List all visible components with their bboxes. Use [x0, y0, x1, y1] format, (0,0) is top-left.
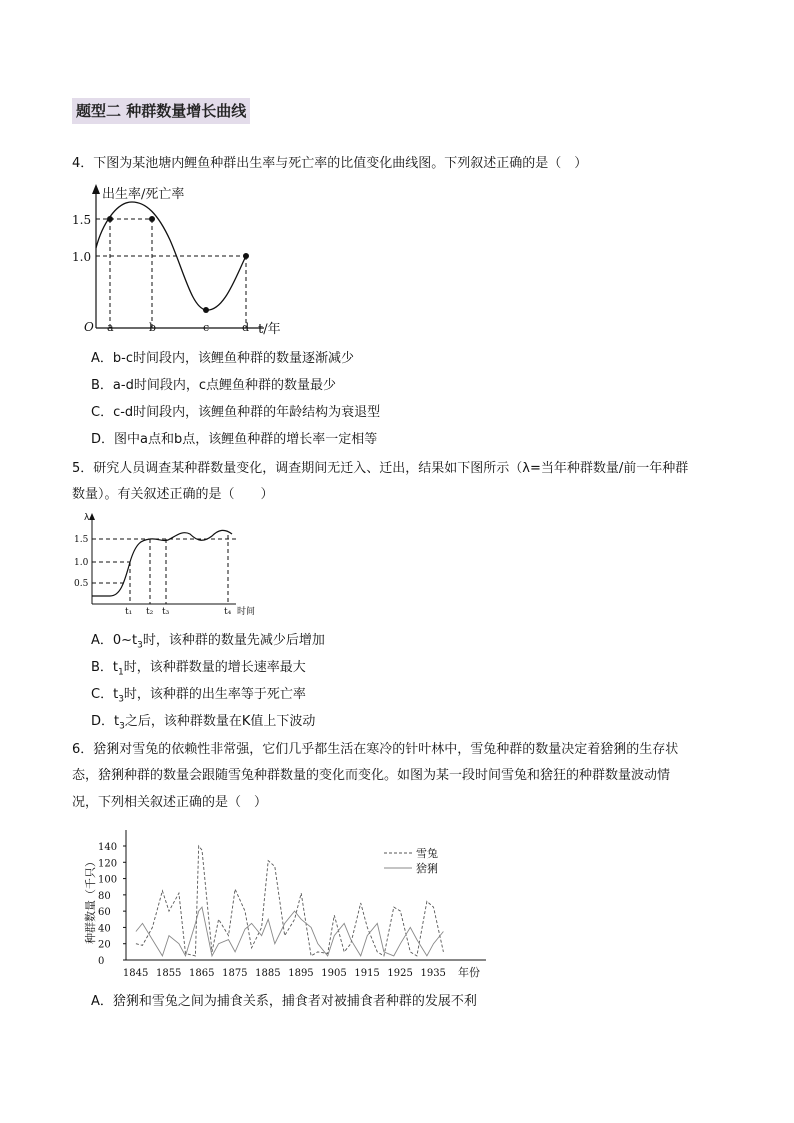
q6-legend-hare: 雪兔 [416, 847, 438, 860]
q4-y-arrow [92, 184, 100, 194]
q5-y-arrow [89, 513, 95, 520]
q6-series-hare [136, 846, 444, 956]
q4-xtick-d: d [242, 321, 250, 334]
q4-point-a [107, 216, 113, 222]
q4-point-b [149, 216, 155, 222]
q4-ylabel: 出生率/死亡率 [102, 187, 185, 202]
q5-stem-line2: 数量）。有关叙述正确的是（ ） [72, 487, 274, 502]
q5-ytick-0-5: 0.5 [74, 579, 89, 589]
q5-ylabel: λ [84, 513, 90, 523]
q4-point-d [243, 253, 249, 259]
q6-option-a: A．猞猁和雪兔之间为捕食关系，捕食者对被捕食者种群的发展不利 [91, 994, 477, 1009]
q4-xtick-c: c [203, 321, 210, 334]
q6-y-ticks [98, 842, 126, 967]
q6-ytick: 60 [98, 907, 111, 919]
q6-stem-line3: 况，下列相关叙述正确的是（ ） [72, 795, 268, 810]
q6-chart [78, 826, 498, 986]
q6-ytick: 80 [98, 890, 111, 902]
q4-ytick-1-5: 1.5 [72, 213, 92, 227]
q6-xlabel: 年份 [458, 966, 480, 979]
q6-ytick: 140 [98, 842, 118, 853]
q6-xtick: 1865 [189, 968, 215, 979]
q4-option-a: A．b-c时间段内，该鲤鱼种群的数量逐渐减少 [91, 351, 354, 366]
q5-xtick-t3: t₃ [162, 607, 170, 617]
q6-xtick: 1915 [354, 968, 380, 979]
q5-option-b: B．$t_1$时，该种群数量的增长速率最大 [91, 660, 306, 678]
section-title: 题型二 种群数量增长曲线 [72, 98, 250, 124]
q5-curve [92, 530, 232, 596]
q4-xtick-b: b [149, 321, 157, 334]
q5-xtick-t1: t₁ [125, 607, 133, 617]
q6-xtick: 1905 [321, 968, 347, 979]
q5-option-a: A．$0\sim t_3$时，该种群的数量先减少后增加 [91, 633, 325, 651]
q4-xtick-a: a [107, 321, 114, 334]
q5-xlabel: 时间 [237, 607, 256, 617]
q5-option-c: C．$t_3$时，该种群的出生率等于死亡率 [91, 687, 306, 705]
q6-xtick: 1895 [288, 968, 314, 979]
q4-stem: 4．下图为某池塘内鲤鱼种群出生率与死亡率的比值变化曲线图。下列叙述正确的是（ ） [72, 156, 588, 171]
q6-ytick: 120 [98, 858, 118, 870]
q6-ytick: 20 [98, 939, 111, 951]
q5-ytick-1-5: 1.5 [74, 535, 89, 545]
q4-ytick-1-0: 1.0 [72, 250, 92, 264]
q5-stem-line1: 5．研究人员调查某种群数量变化，调查期间无迁入、迁出，结果如下图所示（λ=当年种群数量/前一年种群 [72, 461, 689, 476]
q4-option-c: C．c-d时间段内，该鲤鱼种群的年龄结构为衰退型 [91, 405, 381, 420]
q4-xlabel: t/年 [258, 322, 281, 337]
q6-x-ticks [123, 968, 446, 979]
q5-chart [76, 512, 276, 622]
q4-option-b: B．a-d时间段内，c点鲤鱼种群的数量最少 [91, 378, 336, 393]
q6-xtick: 1885 [255, 968, 281, 979]
q6-ylabel: 种群数量（千只） [84, 856, 97, 944]
q6-ytick: 0 [98, 956, 105, 967]
q4-option-d: D．图中a点和b点，该鲤鱼种群的增长率一定相等 [91, 432, 378, 447]
q4-origin: O [84, 320, 94, 334]
q5-ytick-1-0: 1.0 [74, 558, 89, 568]
q5-option-d: D．$t_3$之后，该种群数量在K值上下波动 [91, 714, 316, 732]
q5-xtick-t4: t₄ [224, 607, 232, 617]
q6-series-lynx [136, 907, 444, 956]
q6-legend-lynx: 猞猁 [416, 862, 438, 875]
q4-point-c [203, 307, 209, 313]
q5-xtick-t2: t₂ [146, 607, 154, 617]
q6-xtick: 1925 [387, 968, 413, 979]
q6-ytick: 40 [98, 923, 111, 935]
q4-chart [72, 180, 298, 340]
q6-stem-line1: 6．猞猁对雪兔的依赖性非常强，它们几乎都生活在寒冷的针叶林中，雪兔种群的数量决定着猞猁的生存状 [72, 742, 679, 757]
q6-xtick: 1875 [222, 968, 248, 979]
q6-ytick: 100 [98, 874, 118, 886]
q6-xtick: 1845 [122, 968, 149, 979]
q6-stem-line2: 态，猞猁种群的数量会跟随雪兔种群数量的变化而变化。如图为某一段时间雪兔和猞狂的种群数量波动情 [72, 768, 671, 783]
q6-xtick: 1935 [420, 968, 446, 979]
q6-xtick: 1855 [155, 968, 182, 979]
